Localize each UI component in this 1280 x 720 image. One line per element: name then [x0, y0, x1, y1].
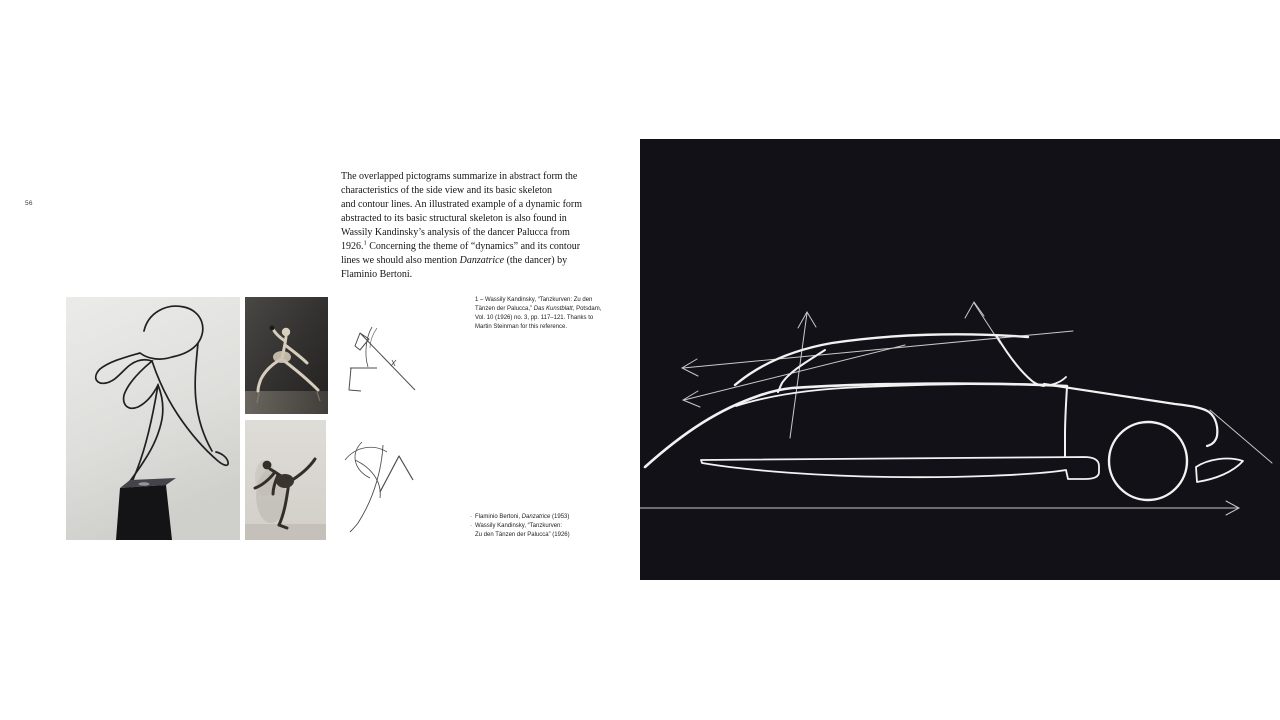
wire-sculpture-photo [66, 297, 240, 540]
left-arrow-lower [683, 345, 905, 407]
right-page-plate [640, 139, 1280, 580]
dance-curve-sketch-top [345, 326, 425, 398]
wheel-arch [1109, 422, 1187, 500]
body-paragraph [341, 170, 607, 282]
text-run: (the dancer) by [504, 255, 568, 266]
footnote-line: Martin Steinman for this reference. [475, 324, 568, 330]
text-run: Wassily Kandinsky, “Tanzkurven: [475, 523, 563, 529]
dancer-head [282, 328, 290, 336]
dance-curve-sketch-top-art [345, 326, 425, 398]
caption-bullet: · [470, 514, 472, 520]
sketch-lines [345, 442, 413, 532]
footnote-line: Vol. 10 (1926) no. 3, pp. 117–121. Thanks to [475, 315, 594, 321]
dancer-dress [276, 474, 294, 488]
text-run: lines we should also mention [341, 255, 460, 266]
rear-guide-line [1210, 410, 1272, 463]
dancer-photo-dark [245, 297, 328, 414]
dancer-head [263, 461, 272, 470]
body-line: and contour lines. An illustrated example of a dynamic form [341, 199, 583, 210]
up-arrow-front [790, 312, 816, 438]
wire-sculpture-art [66, 297, 240, 540]
footnote [475, 296, 607, 332]
caption-line [470, 522, 610, 531]
roof-line [735, 334, 1028, 385]
cowl-line [736, 377, 1066, 406]
caption-line: Zu den Tänzen der Palucca” (1926) [475, 532, 570, 538]
dance-curve-sketch-bottom-art [342, 440, 422, 535]
dance-curve-sketch-bottom [342, 440, 422, 535]
door-line [1065, 387, 1067, 457]
rocker-blade [701, 457, 1099, 479]
dancer-photo-light [245, 420, 326, 540]
artwork-title: Danzatrice [459, 255, 505, 266]
dancer-photo-dark-art [245, 297, 328, 414]
text-run: Flaminio Bertoni, [475, 514, 522, 520]
rear-deck-and-tail [1044, 384, 1217, 446]
prop [270, 326, 275, 331]
sketch-lines [349, 327, 415, 391]
dancer-photo-light-art [245, 420, 326, 540]
ground-arrow [640, 501, 1239, 515]
text-run: , Potsdam, [572, 306, 602, 312]
body-line: Flaminio Bertoni. [341, 269, 413, 280]
page-number: 56 [25, 200, 33, 207]
text-run: Tänzen der Palucca,” [475, 306, 534, 312]
body-line [341, 240, 607, 254]
up-arrow-rear [965, 302, 1000, 343]
journal-title: Das Kunstblatt [533, 306, 573, 312]
car-sketch [640, 139, 1280, 580]
body-line: The overlapped pictograms summarize in abstract form the [341, 171, 578, 182]
caption-line [470, 513, 610, 522]
text-run: 1926. [341, 241, 364, 252]
footnote-reference: 1 [363, 239, 367, 247]
footnote-line: 1 – Wassily Kandinsky, “Tanzkurven: Zu den [475, 297, 593, 303]
c-pillar [996, 335, 1044, 386]
figure-captions [470, 513, 610, 540]
body-line [341, 254, 607, 268]
car-body-lines [645, 334, 1243, 500]
artwork-title: Danzatrice [521, 514, 551, 520]
caption-bullet: · [470, 523, 472, 529]
body-line: Wassily Kandinsky’s analysis of the dancer Palucca from [341, 227, 570, 238]
tail-wedge [1196, 459, 1243, 482]
body-line: abstracted to its basic structural skeleton is also found in [341, 213, 567, 224]
footnote-line [475, 305, 607, 314]
text-run: Concerning the theme of “dynamics” and its contour [366, 241, 581, 252]
dancer-dress [273, 351, 291, 363]
body-line: characteristics of the side view and its basic skeleton [341, 185, 553, 196]
text-run: (1953) [550, 514, 570, 520]
hood-and-beltline [645, 384, 1067, 467]
